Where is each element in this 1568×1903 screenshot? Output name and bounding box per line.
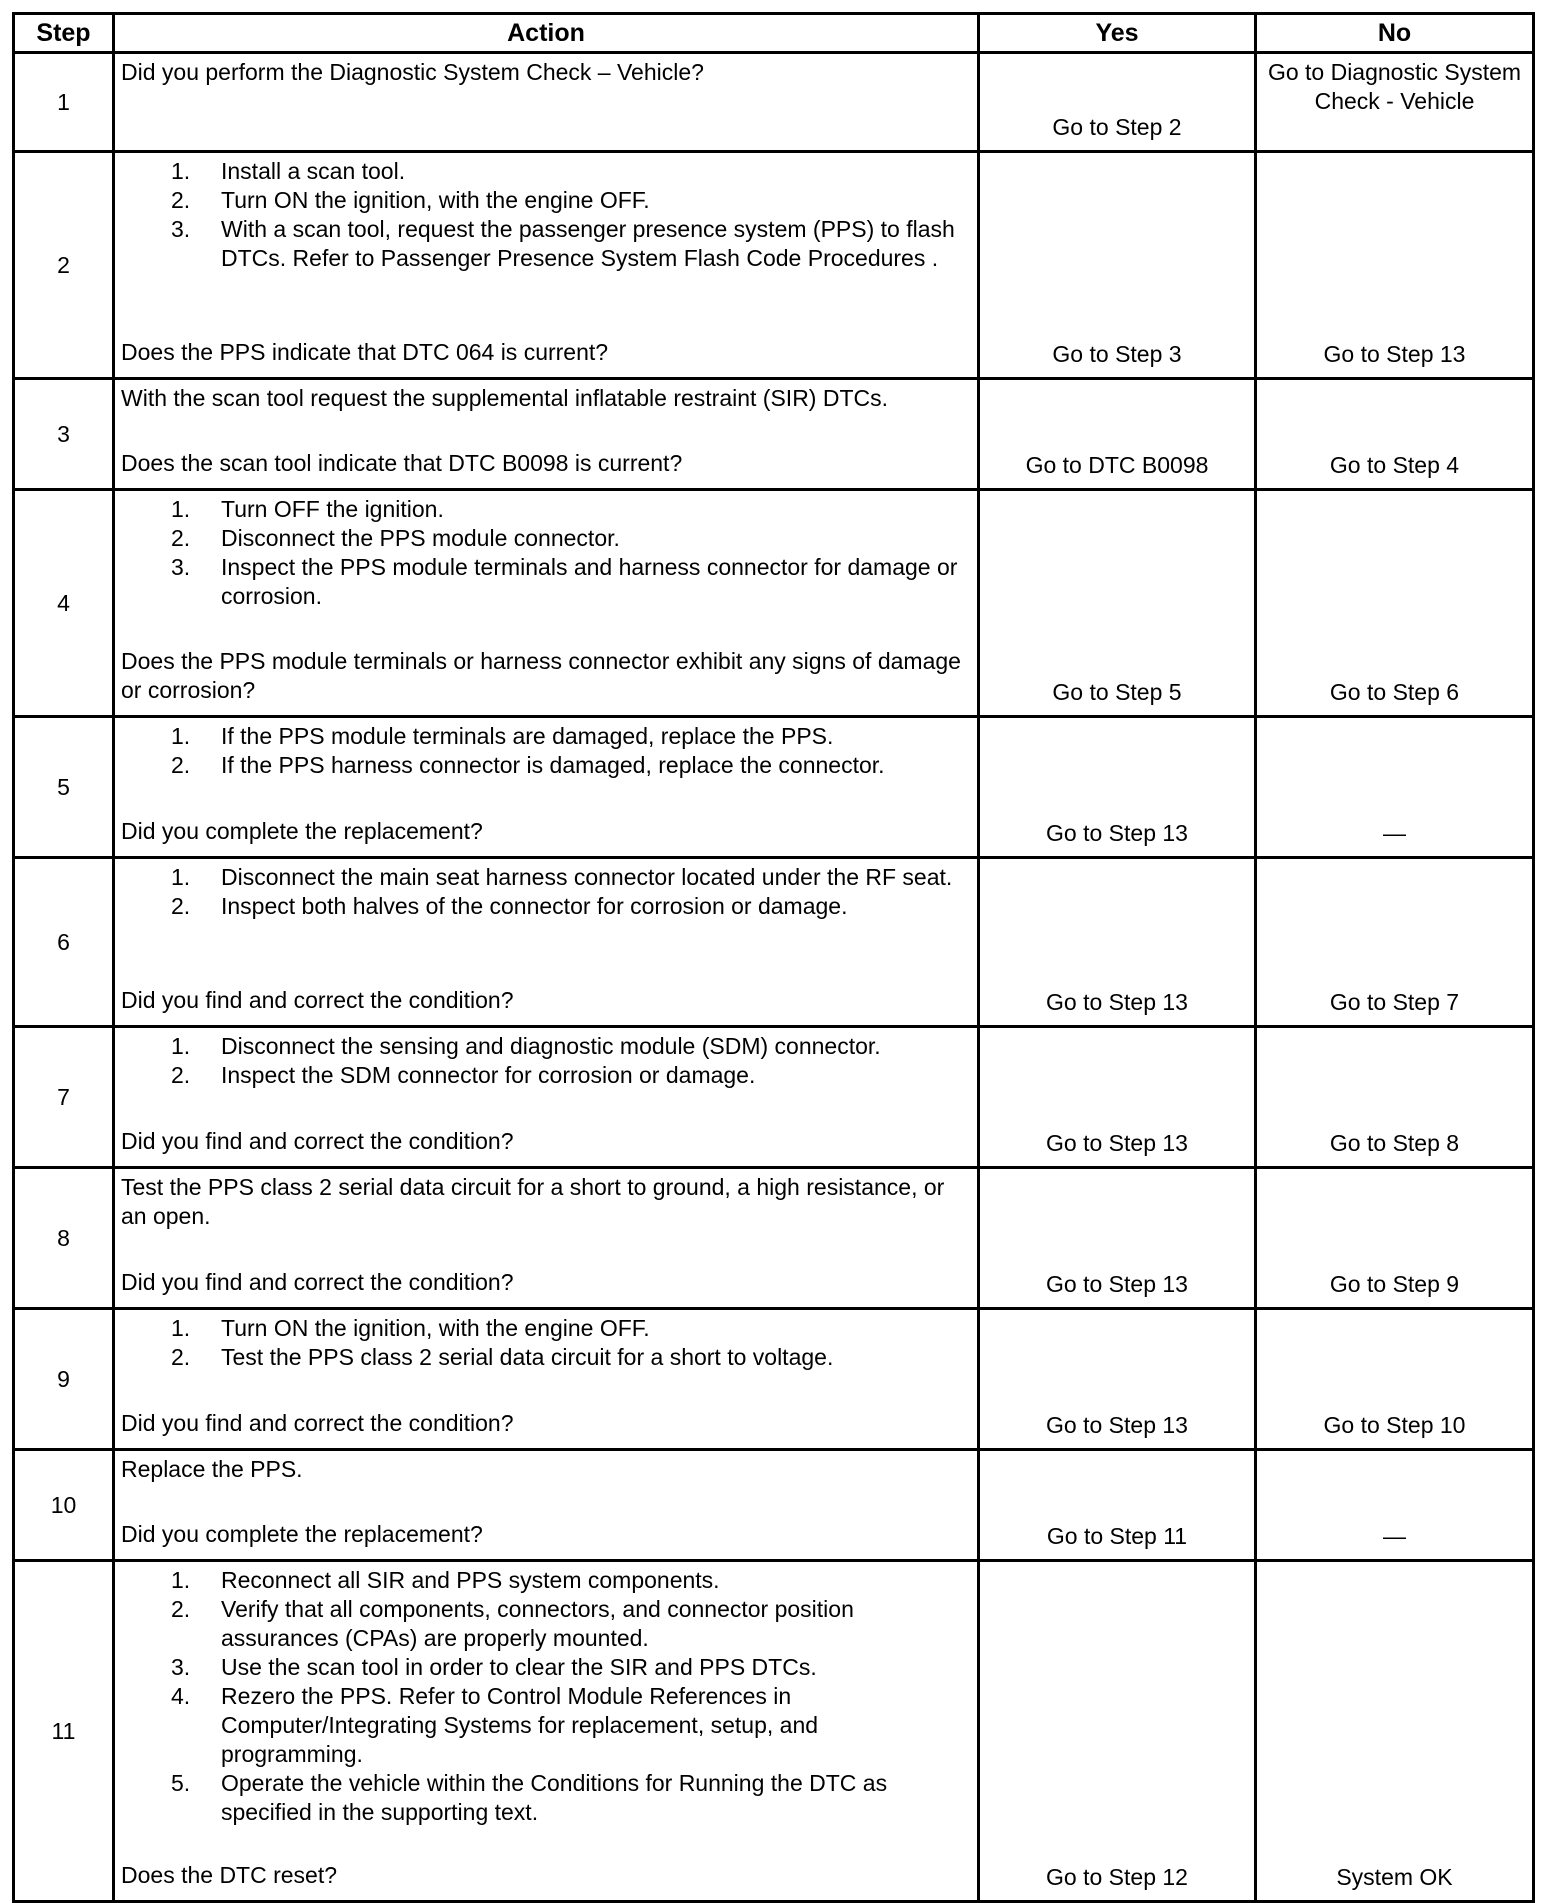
list-item-text: Test the PPS class 2 serial data circuit for a short to voltage. (221, 1344, 834, 1370)
no-result: Go to Step 13 (1256, 152, 1534, 379)
action-cell (114, 1168, 979, 1309)
action-list-item (121, 1769, 963, 1827)
action-question: Did you complete the replacement? (121, 818, 483, 844)
yes-result: Go to Step 13 (979, 1027, 1256, 1168)
action-list-item (121, 215, 963, 273)
yes-result: Go to Step 3 (979, 152, 1256, 379)
list-item-text: Verify that all components, connectors, and connector position assurances (CPAs) are properly mounted. (221, 1596, 854, 1651)
step-number: 10 (14, 1450, 114, 1561)
table-row (14, 717, 1534, 858)
step-number: 4 (14, 490, 114, 717)
table-row (14, 1168, 1534, 1309)
list-item-number: 1. (171, 1567, 191, 1593)
list-item-number: 2. (171, 752, 191, 778)
action-question: Does the DTC reset? (121, 1862, 338, 1888)
action-list-item (121, 1032, 963, 1061)
action-list-item (121, 722, 963, 751)
action-list (121, 157, 963, 273)
table-body (14, 53, 1534, 1902)
step-number: 9 (14, 1309, 114, 1450)
yes-result: Go to Step 11 (979, 1450, 1256, 1561)
action-list-item (121, 495, 963, 524)
yes-result: Go to Step 13 (979, 717, 1256, 858)
step-number: 1 (14, 53, 114, 152)
yes-result: Go to Step 12 (979, 1561, 1256, 1902)
list-item-number: 1. (171, 723, 191, 749)
table-row (14, 1027, 1534, 1168)
list-item-number: 3. (171, 554, 191, 580)
action-cell (114, 1309, 979, 1450)
no-result: Go to Step 6 (1256, 490, 1534, 717)
action-list (121, 722, 963, 780)
action-text: With the scan tool request the supplemental inflatable restraint (SIR) DTCs. (121, 385, 889, 411)
list-item-number: 5. (171, 1770, 191, 1796)
header-row (14, 14, 1534, 53)
list-item-text: Disconnect the sensing and diagnostic module (SDM) connector. (221, 1033, 881, 1059)
no-result: Go to Step 7 (1256, 858, 1534, 1027)
yes-result: Go to DTC B0098 (979, 379, 1256, 490)
list-item-text: Disconnect the main seat harness connector located under the RF seat. (221, 864, 953, 890)
no-result: — (1256, 717, 1534, 858)
list-item-text: Turn OFF the ignition. (221, 496, 444, 522)
action-question: Does the PPS module terminals or harness connector exhibit any signs of damage or corrosion? (121, 648, 961, 703)
list-item-number: 1. (171, 158, 191, 184)
list-item-number: 2. (171, 1062, 191, 1088)
action-question: Does the PPS indicate that DTC 064 is current? (121, 339, 609, 365)
step-number: 6 (14, 858, 114, 1027)
step-number: 7 (14, 1027, 114, 1168)
action-list (121, 495, 963, 611)
table-row (14, 53, 1534, 152)
header-step: Step (14, 14, 114, 53)
action-question: Does the scan tool indicate that DTC B0098 is current? (121, 450, 683, 476)
action-list-item (121, 1566, 963, 1595)
list-item-text: Inspect the SDM connector for corrosion or damage. (221, 1062, 756, 1088)
action-question: Did you find and correct the condition? (121, 987, 514, 1013)
action-cell (114, 858, 979, 1027)
list-item-text: Install a scan tool. (221, 158, 406, 184)
list-item-text: Inspect both halves of the connector for corrosion or damage. (221, 893, 848, 919)
step-number: 3 (14, 379, 114, 490)
list-item-number: 1. (171, 496, 191, 522)
action-cell (114, 1027, 979, 1168)
table-row (14, 1450, 1534, 1561)
list-item-text: Rezero the PPS. Refer to Control Module References in Computer/Integrating Systems for replacement, setup, and programming. (221, 1683, 819, 1767)
action-list (121, 1032, 963, 1090)
list-item-number: 2. (171, 187, 191, 213)
list-item-number: 2. (171, 893, 191, 919)
list-item-number: 3. (171, 1654, 191, 1680)
header-action: Action (114, 14, 979, 53)
list-item-number: 2. (171, 1596, 191, 1622)
no-result: System OK (1256, 1561, 1534, 1902)
action-list-item (121, 157, 963, 186)
action-cell (114, 717, 979, 858)
action-cell (114, 490, 979, 717)
action-list-item (121, 1595, 963, 1653)
yes-result: Go to Step 13 (979, 858, 1256, 1027)
list-item-text: If the PPS harness connector is damaged, replace the connector. (221, 752, 885, 778)
no-result: Go to Step 4 (1256, 379, 1534, 490)
list-item-text: If the PPS module terminals are damaged, replace the PPS. (221, 723, 834, 749)
header-yes: Yes (979, 14, 1256, 53)
action-text: Did you perform the Diagnostic System Check – Vehicle? (121, 59, 704, 85)
diagnostic-table (12, 12, 1535, 1903)
no-result: Go to Step 8 (1256, 1027, 1534, 1168)
action-question: Did you find and correct the condition? (121, 1410, 514, 1436)
yes-result: Go to Step 13 (979, 1168, 1256, 1309)
yes-result: Go to Step 2 (979, 53, 1256, 152)
table-row (14, 152, 1534, 379)
no-result: — (1256, 1450, 1534, 1561)
action-list-item (121, 892, 963, 921)
action-text: Test the PPS class 2 serial data circuit for a short to ground, a high resistance, or an open. (121, 1174, 945, 1229)
list-item-number: 4. (171, 1683, 191, 1709)
action-list-item (121, 553, 963, 611)
action-list (121, 1566, 963, 1827)
table-row (14, 858, 1534, 1027)
list-item-number: 1. (171, 1033, 191, 1059)
list-item-number: 3. (171, 216, 191, 242)
step-number: 2 (14, 152, 114, 379)
action-cell (114, 53, 979, 152)
action-cell (114, 1450, 979, 1561)
step-number: 8 (14, 1168, 114, 1309)
action-question: Did you find and correct the condition? (121, 1269, 514, 1295)
action-cell (114, 152, 979, 379)
action-list-item (121, 1682, 963, 1769)
table-row (14, 490, 1534, 717)
header-no: No (1256, 14, 1534, 53)
action-question: Did you complete the replacement? (121, 1521, 483, 1547)
action-list-item (121, 186, 963, 215)
action-list-item (121, 1061, 963, 1090)
list-item-number: 1. (171, 1315, 191, 1341)
step-number: 11 (14, 1561, 114, 1902)
action-text: Replace the PPS. (121, 1456, 303, 1482)
list-item-text: Turn ON the ignition, with the engine OFF. (221, 1315, 650, 1341)
action-cell (114, 379, 979, 490)
list-item-text: Reconnect all SIR and PPS system components. (221, 1567, 720, 1593)
action-cell (114, 1561, 979, 1902)
list-item-text: Use the scan tool in order to clear the SIR and PPS DTCs. (221, 1654, 817, 1680)
action-list-item (121, 524, 963, 553)
no-result: Go to Diagnostic System Check - Vehicle (1256, 53, 1534, 152)
table-row (14, 1561, 1534, 1902)
table-row (14, 1309, 1534, 1450)
list-item-text: Turn ON the ignition, with the engine OFF. (221, 187, 650, 213)
action-list-item (121, 1314, 963, 1343)
list-item-text: With a scan tool, request the passenger presence system (PPS) to flash DTCs. Refer to Passenger Presence System Flash Code Procedures . (221, 216, 955, 271)
action-list (121, 1314, 963, 1372)
table-row (14, 379, 1534, 490)
list-item-text: Inspect the PPS module terminals and harness connector for damage or corrosion. (221, 554, 958, 609)
action-list-item (121, 863, 963, 892)
no-result: Go to Step 9 (1256, 1168, 1534, 1309)
action-list (121, 863, 963, 921)
action-question: Did you find and correct the condition? (121, 1128, 514, 1154)
step-number: 5 (14, 717, 114, 858)
list-item-number: 2. (171, 1344, 191, 1370)
no-result: Go to Step 10 (1256, 1309, 1534, 1450)
list-item-text: Operate the vehicle within the Conditions for Running the DTC as specified in the supporting text. (221, 1770, 888, 1825)
list-item-number: 2. (171, 525, 191, 551)
action-list-item (121, 751, 963, 780)
action-list-item (121, 1653, 963, 1682)
yes-result: Go to Step 13 (979, 1309, 1256, 1450)
yes-result: Go to Step 5 (979, 490, 1256, 717)
list-item-text: Disconnect the PPS module connector. (221, 525, 620, 551)
action-list-item (121, 1343, 963, 1372)
list-item-number: 1. (171, 864, 191, 890)
